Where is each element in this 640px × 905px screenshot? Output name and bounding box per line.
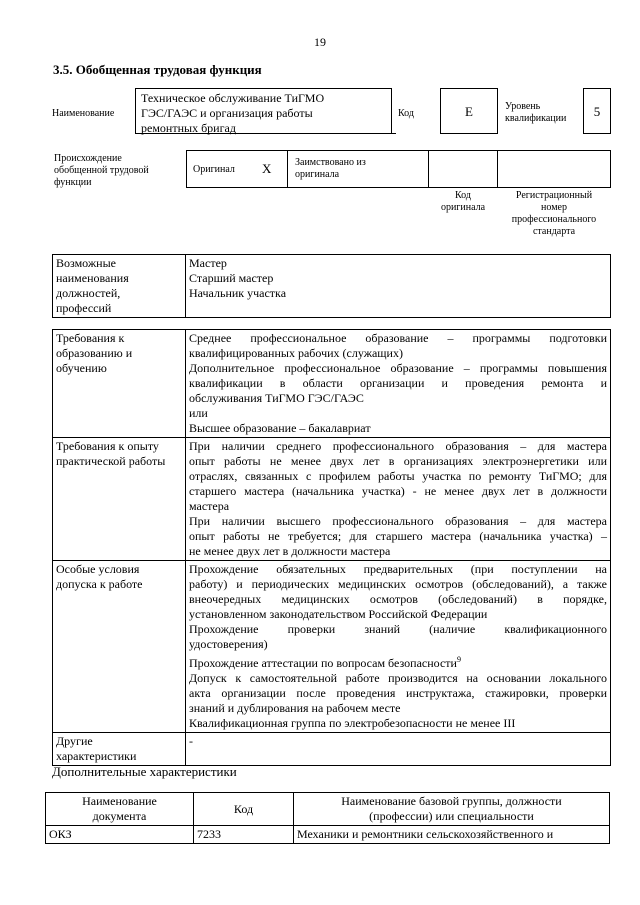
head-line: Требования к	[56, 331, 125, 345]
col-header-group	[294, 793, 610, 826]
requirement-line	[189, 421, 607, 436]
requirement-line-text: квалификации в области организации и проведения ремонта и	[189, 376, 607, 390]
table-row	[53, 255, 611, 318]
name-underline	[135, 133, 396, 134]
head-line: Возможные	[56, 256, 116, 270]
origin-box	[186, 150, 611, 188]
head-line: наименования	[56, 271, 129, 285]
requirement-body	[186, 438, 611, 561]
requirement-line-text: старшего мастера (начальника участка) - не менее двух лет в должности	[189, 484, 607, 498]
requirement-line-text: мастера	[189, 499, 230, 513]
requirement-line-text: Прохождение проверки знаний (наличие квалификационного	[189, 622, 607, 636]
requirement-body	[186, 561, 611, 733]
requirement-line	[189, 406, 607, 421]
requirement-line	[189, 391, 607, 406]
caption-line: профессионального	[511, 214, 597, 225]
name-value-line: ГЭС/ГАЭС и организация работы	[141, 106, 313, 120]
position-item: Начальник участка	[189, 286, 287, 300]
col-header-code: Код	[194, 793, 294, 826]
head-line: Особые условия	[56, 562, 140, 576]
head-line: профессий	[56, 301, 112, 315]
table-row	[46, 826, 610, 844]
positions-table	[52, 254, 611, 318]
requirement-line-text: установленном законодательством Российской Федерации	[189, 607, 488, 621]
requirement-line	[189, 469, 607, 484]
requirement-line	[189, 331, 607, 346]
original-mark: X	[262, 161, 272, 176]
requirement-head	[53, 330, 186, 438]
requirement-line	[189, 577, 607, 592]
requirement-head	[53, 733, 186, 766]
origin-divider	[497, 150, 498, 188]
footnote-mark: 9	[456, 655, 461, 664]
requirement-line	[189, 652, 607, 671]
requirement-line	[189, 562, 607, 577]
additional-title: Дополнительные характеристики	[52, 764, 237, 779]
code-value-box	[440, 88, 498, 134]
requirement-line	[189, 716, 607, 731]
positions-list	[186, 255, 611, 318]
page-number: 19	[314, 35, 326, 49]
requirement-line-text: Среднее профессиональное образование – программы подготовки	[189, 331, 607, 345]
requirement-line-text: удостоверения)	[189, 637, 268, 651]
requirement-head	[53, 561, 186, 733]
requirement-line-text: -	[189, 734, 193, 748]
header-line: Наименование базовой группы, должности	[341, 794, 562, 808]
requirement-line	[189, 484, 607, 499]
requirement-line	[189, 454, 607, 469]
code-original-caption	[428, 190, 498, 214]
position-item: Старший мастер	[189, 271, 274, 285]
origin-label-line: Происхождение	[54, 153, 122, 164]
requirement-head	[53, 438, 186, 561]
requirement-line-text: Высшее образование – бакалавриат	[189, 421, 371, 435]
requirement-line-text: знаний и дублирования на рабочем месте	[189, 701, 401, 715]
requirement-line	[189, 499, 607, 514]
requirement-line	[189, 514, 607, 529]
requirement-line-text: опыт работы не требуется; для старшего мастера (начальника участка) –	[189, 529, 607, 543]
requirement-line-text: работу) и периодических медицинских осмотров (обследований), а также	[189, 577, 607, 591]
borrowed-label-line: Заимствовано из	[295, 157, 366, 168]
requirement-line-text: Квалификационная группа по электробезопасности не менее III	[189, 716, 516, 730]
head-line: Другие	[56, 734, 93, 748]
caption-line: стандарта	[532, 226, 576, 237]
head-line: практической работы	[56, 454, 166, 468]
section-title: 3.5. Обобщенная трудовая функция	[53, 62, 262, 77]
requirement-line	[189, 529, 607, 544]
borrowed-label	[295, 157, 366, 181]
requirement-line-text: квалифицированных рабочих (служащих)	[189, 346, 403, 360]
requirement-body	[186, 733, 611, 766]
origin-label	[54, 153, 149, 189]
requirement-line	[189, 671, 607, 686]
requirement-line	[189, 637, 607, 652]
cell-code: 7233	[194, 826, 294, 844]
head-line: характеристики	[56, 749, 137, 763]
level-label-line: Уровень	[505, 101, 541, 112]
table-row	[53, 330, 611, 438]
head-line: образованию и	[56, 346, 133, 360]
name-value-line: Техническое обслуживание ТиГМО	[141, 91, 325, 105]
origin-label-line: функции	[54, 177, 92, 188]
requirement-line	[189, 622, 607, 637]
requirement-line-text: Прохождение аттестации по вопросам безопасности	[189, 656, 457, 670]
code-value: E	[465, 103, 473, 119]
head-line: обучению	[56, 361, 107, 375]
cell-group: Механики и ремонтники сельскохозяйственного и	[294, 826, 610, 844]
header-line: Наименование	[82, 794, 157, 808]
requirement-line-text: внеочередных медицинских осмотров (обследований) в порядке,	[189, 592, 607, 606]
requirement-line-text: Дополнительное профессиональное образование – программы повышения	[189, 361, 607, 375]
requirement-line	[189, 544, 607, 559]
position-item: Мастер	[189, 256, 227, 270]
requirement-line	[189, 686, 607, 701]
name-label: Наименование	[52, 108, 115, 119]
requirement-line-text: При наличии среднего профессионального образования – для мастера	[189, 439, 607, 453]
requirement-line	[189, 592, 607, 607]
caption-line: номер	[541, 202, 567, 213]
borrowed-label-line: оригинала	[295, 169, 340, 180]
origin-divider	[428, 150, 429, 188]
requirement-line-text: или	[189, 406, 208, 420]
requirement-line	[189, 346, 607, 361]
requirement-line-text: опыт работы не менее двух лет в организациях электроэнергетики или	[189, 454, 607, 468]
requirement-line	[189, 439, 607, 454]
col-header-document	[46, 793, 194, 826]
requirement-line	[189, 734, 607, 749]
requirement-line	[189, 607, 607, 622]
head-line: должностей,	[56, 286, 121, 300]
caption-line: Регистрационный	[515, 190, 593, 201]
header-line: (профессии) или специальности	[369, 809, 534, 823]
table-row	[53, 733, 611, 766]
level-value-box	[583, 88, 611, 134]
additional-table	[45, 792, 610, 844]
requirement-line	[189, 361, 607, 376]
cell-document: ОКЗ	[46, 826, 194, 844]
name-value-box	[135, 88, 392, 133]
origin-divider	[287, 150, 288, 188]
requirement-line-text: Прохождение обязательных предварительных (при поступлении на	[189, 562, 607, 576]
requirements-table	[52, 329, 611, 766]
requirement-line-text: Допуск к самостоятельной работе производится на основании локального	[189, 671, 607, 685]
original-label: Оригинал	[193, 164, 235, 175]
table-row	[53, 438, 611, 561]
requirement-line-text: не менее двух лет в должности мастера	[189, 544, 391, 558]
table-row	[53, 561, 611, 733]
requirement-line-text: При наличии высшего профессионального образования – для мастера	[189, 514, 607, 528]
requirement-line-text: обслуживания ТиГМО ГЭС/ГАЭС	[189, 391, 364, 405]
level-label	[505, 101, 566, 125]
requirement-body	[186, 330, 611, 438]
level-label-line: квалификации	[505, 113, 567, 124]
header-line: документа	[92, 809, 147, 823]
requirement-line-text: отраслях, связанных с профилем работы участка по ремонту ТиГМО; для	[189, 469, 607, 483]
caption-line: оригинала	[440, 202, 486, 213]
requirement-line-text: акта организации после проведения инструктажа, стажировки, проверки	[189, 686, 607, 700]
requirement-line	[189, 376, 607, 391]
level-value: 5	[593, 103, 601, 119]
code-label: Код	[398, 108, 414, 119]
head-line: Требования к опыту	[56, 439, 159, 453]
positions-head	[53, 255, 186, 318]
table-row	[46, 793, 610, 826]
head-line: допуска к работе	[56, 577, 143, 591]
caption-line: Код	[455, 190, 471, 201]
reg-number-caption	[497, 190, 611, 238]
name-value-line: ремонтных бригад	[141, 121, 236, 135]
requirement-line	[189, 701, 607, 716]
origin-label-line: обобщенной трудовой	[54, 165, 149, 176]
